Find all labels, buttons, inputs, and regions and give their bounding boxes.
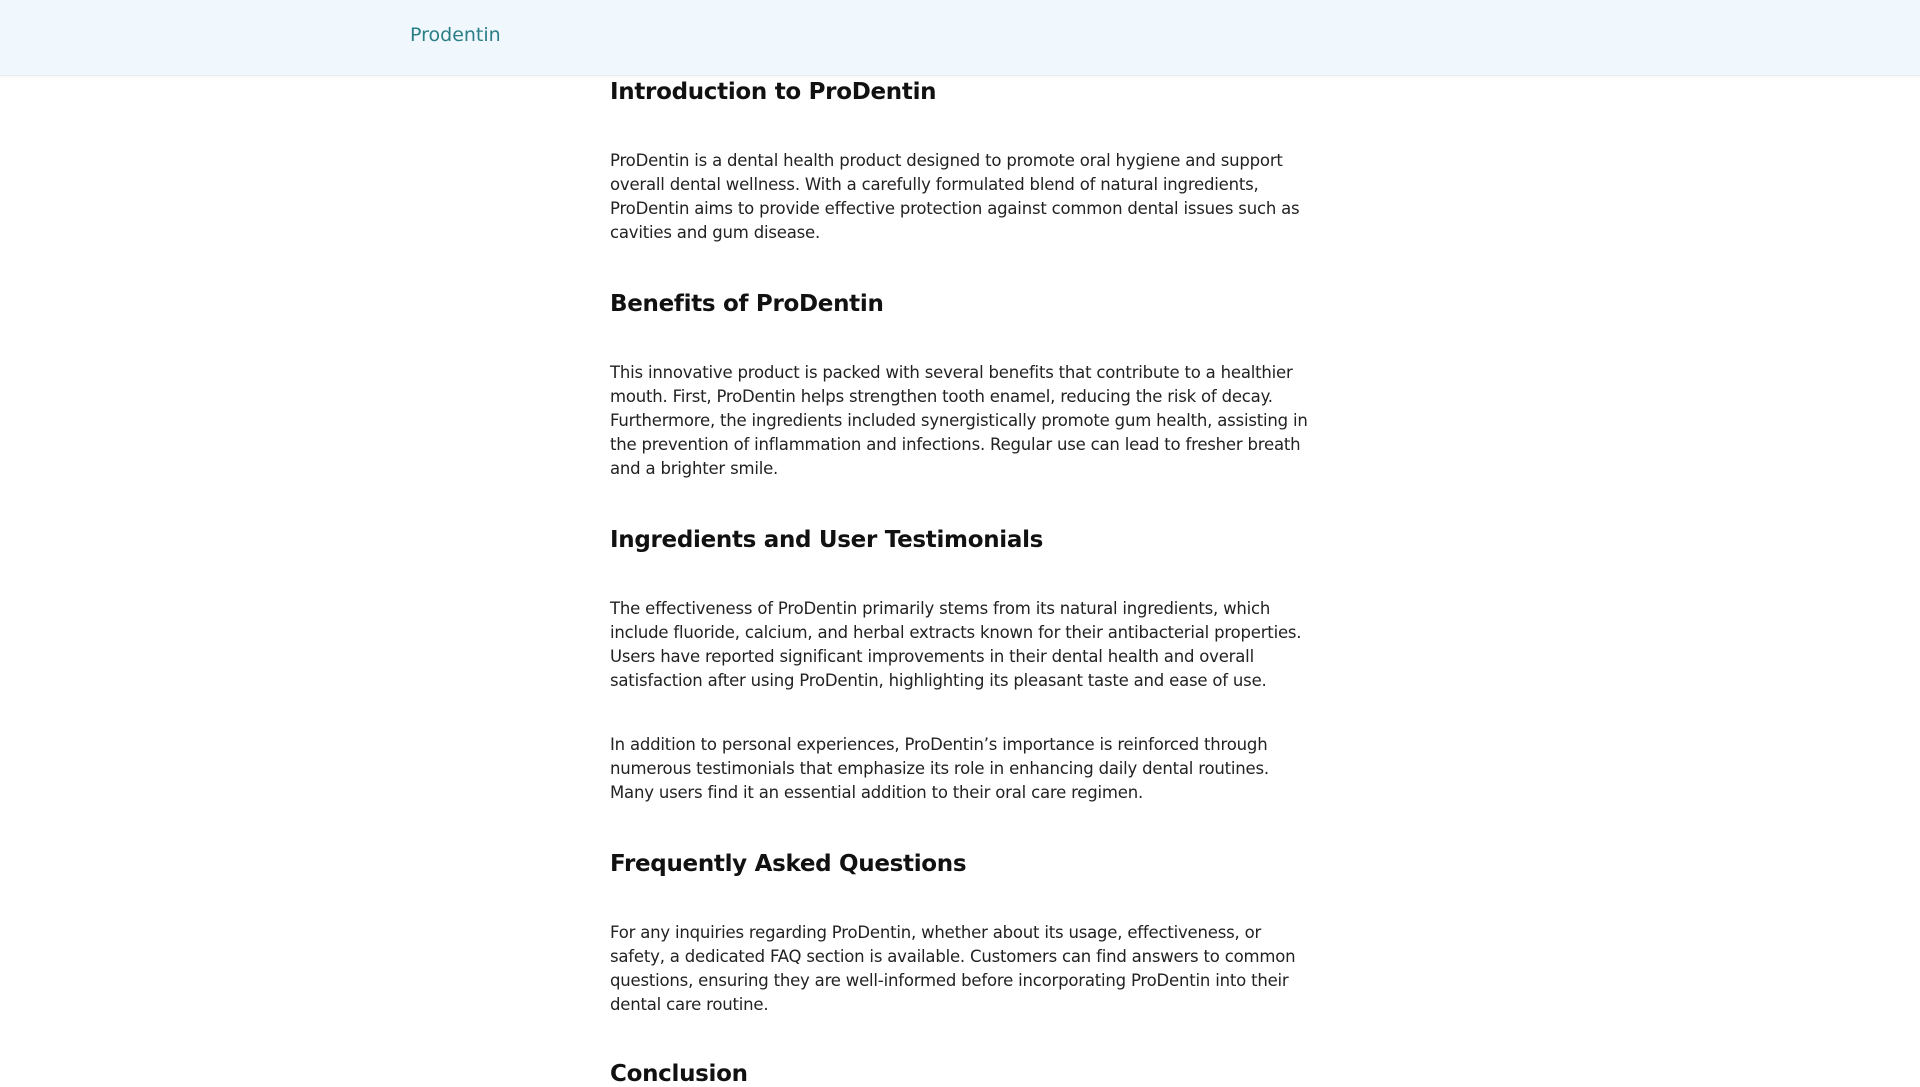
section-heading-benefits: Benefits of ProDentin (610, 291, 884, 317)
section-paragraph-ingredients-1: The effectiveness of ProDentin primarily stems from its natural ingredients, which include fluoride, calcium, and herbal extracts known for their antibacterial properties. Users have reported significant improvements in their dental health and overall satisfaction after using ProDentin, highlighting its pleasant taste and ease of use. (610, 599, 1302, 690)
section-heading-ingredients: Ingredients and User Testimonials (610, 527, 1044, 553)
section-heading-conclusion: Conclusion (610, 1061, 748, 1087)
section-paragraph-faq: For any inquiries regarding ProDentin, whether about its usage, effectiveness, or safety, a dedicated FAQ section is available. Customers can find answers to common questions, ensuring they are well-informed before incorporating ProDentin into their dental care routine. (610, 923, 1296, 1014)
section-heading-introduction: Introduction to ProDentin (610, 79, 937, 105)
brand-link[interactable]: Prodentin (410, 24, 501, 46)
section-heading-faq: Frequently Asked Questions (610, 851, 967, 877)
section-paragraph-ingredients-2: In addition to personal experiences, ProDentin’s importance is reinforced through numerous testimonials that emphasize its role in enhancing daily dental routines. Many users find it an essential addition to their oral care regimen. (610, 735, 1269, 802)
section-paragraph-benefits: This innovative product is packed with several benefits that contribute to a healthier mouth. First, ProDentin helps strengthen tooth enamel, reducing the risk of decay. Furthermore, the ingredients included synergistically promote gum health, assisting in the prevention of inflammation and infections. Regular use can lead to fresher breath and a brighter smile. (610, 363, 1308, 478)
site-header (0, 0, 1920, 76)
section-paragraph-introduction: ProDentin is a dental health product designed to promote oral hygiene and support overall dental wellness. With a carefully formulated blend of natural ingredients, ProDentin aims to provide effective protection against common dental issues such as cavities and gum disease. (610, 151, 1300, 242)
